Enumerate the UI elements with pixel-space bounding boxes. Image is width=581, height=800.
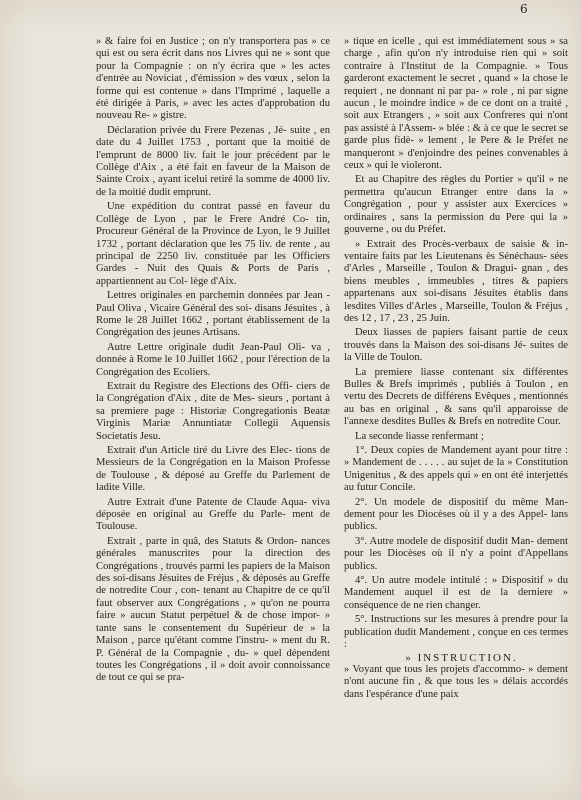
paragraph: Autre Extrait d'une Patente de Claude Aqua- viva déposée en original au Greffe du Parle- ment de Toulouse. (96, 496, 330, 533)
paragraph: La seconde liasse renfermant ; (355, 430, 484, 442)
paragraph: Une expédition du contrat passé en faveur du Collège de Lyon , par le Frere André Co- tin, Procureur Général de la Province de Lyon, le 9 Juillet 1732 , portant déclaration que les 75 liv. de rente , au principal de 2250 liv. constituée par les Officiers Gardes - Nuit des Quais & Ports de Paris , appartiennent au Col- lège d'Aix. (96, 201, 330, 287)
page-number: 6 (520, 2, 528, 16)
paragraph: » tique en icelle , qui est immédiatement sous » sa charge , afin qu'on n'y introduise rien qui » soit contraire à l'Institut de la Compagnie. » Tous garderont exactement le secret , quand » la chose le requiert , ne donnant ni par pa- » role , ni par signe aucun , le moindre indice » de ce dont on a traité , soit aux Etrangers , » soit aux Confreres qui n'ont pas assisté à l'Assem- » blée : & à ce que le secret se garde plus fidè- » lement , le Pere & le Préfet ne manqueront » d'enjoindre des peines convenables à ceux » qui le violeront. (344, 36, 568, 172)
paragraph: 5°. Instructions sur les mesures à prendre pour la publication dudit Mandement , conçue en ces termes : (344, 614, 568, 651)
paragraph: Et au Chapitre des règles du Portier » qu'il » ne permettra qu'aucun Etranger entre dans la » Congrégation , pour y assister aux Exercices » ordinaires , sans la permission du Pere qui la » gouverne , ou du Préfet. (344, 174, 568, 236)
paragraph: Lettres originales en parchemin données par Jean - Paul Oliva , Vicaire Général des soi- disans Jésuites , à Rome le 28 Juillet 1662 , portant établissement de la Congrégation des jeunes Artisans. (96, 290, 330, 339)
right-column (344, 36, 568, 701)
paragraph: Extrait du Registre des Elections des Offi- ciers de la Congrégation d'Aix , dite de Mes- sieurs , portant à sa premiere page : Historiæ Congregationis Beatæ Virginis Mariæ Annuntiatæ Collegii Aquensis Societatis Jesu. (96, 380, 330, 442)
paragraph: 3°. Autre modele de dispositif dudit Man- dement pour les Diocèses où il n'y a point d'Appellans publics. (344, 535, 568, 572)
paragraph: Extrait d'un Article tiré du Livre des Elec- tions de Messieurs de la Congrégation en la Maison Professe de Toulouse , & déposé au Greffe du Parlement de ladite Ville. (96, 445, 330, 494)
left-column (96, 36, 330, 685)
paragraph: Autre Lettre originale dudit Jean-Paul Oli- va , donnée à Rome le 10 Juillet 1662 , pour l'érection de la Congrégation des Ecoliers. (96, 341, 330, 378)
paragraph: 4°. Un autre modele intitulé : » Dispositif » du Mandement auquel il est de la derniere » conséquence de ne rien changer. (344, 575, 568, 611)
paragraph: La premiere liasse contenant six différentes Bulles & Brefs imprimés , publiés à Toulon , en vertu des Decrets de différens Evêques , mentionnés au bas en original , & sans qu'il apparoisse de l'annexe desdites Bulles & Brefs en notredite Cour. (344, 366, 568, 428)
paragraph: » & faire foi en Justice ; on n'y transportera pas » ce qui est ou sera écrit dans nos Livres qui ne » sont que pour la Compagnie : on n'y écrira que » les actes d'entrée au Noviciat , d'émission » des vœux , selon la forme qui est contenue » dans l'Imprimé , laquelle a été dirigée à Paris, » avec les actes d'approbation du nouveau Re- » gistre. (96, 36, 330, 122)
paragraph: 2°. Un modele de dispositif du même Man- dement pour les Diocèses où il y a des Appel- lans publics. (344, 496, 568, 533)
paragraph: Deux liasses de papiers faisant partie de ceux trouvés dans la Maison des soi-disans Jé- suites de la Ville de Toulon. (344, 327, 568, 364)
paragraph: » Extrait des Procès-verbaux de saisie & in- ventaire faits par les Lieutenans ès Sénéchaus- sées d'Arles , Marseille , Toulon & Dragui- gnan , des biens meubles , immeubles , titres & papiers appartenans aux soi-disans Jésuites établis dans lesdites Villes d'Arles , Marseille, Toulon & Fréjus , des 12 , 17 , 23 , 25 Juin. (344, 238, 568, 324)
paragraph: 1°. Deux copies de Mandement ayant pour titre : » Mandement de . . . . . au sujet de la » Constitution Unigenitus , & des appels qui » en ont été interjettés au futur Concile. (344, 445, 568, 494)
paragraph: Déclaration privée du Frere Pezenas , Jé- suite , en date du 4 Juillet 1753 , portant que la moitié de l'emprunt de 8000 liv. fait le jour précédent par le Collège d'Aix , a été fait en faveur de la Maison de Sainte Croix , ayant icelui retiré la somme de 4000 liv. de la moitié dudit emprunt. (96, 124, 330, 198)
paragraph: » Voyant que tous les projets d'accommo- » dement n'ont aucune fin , & que tous les » délais accordés dans l'espérance d'une paix (344, 663, 568, 700)
section-heading: » INSTRUCTION. (405, 651, 518, 664)
paragraph: Extrait , parte in quâ, des Statuts & Ordon- nances générales manuscrites pour la direction des Congrégations , trouvés parmi les papiers de la Maison des soi-disans Jésuites de Fréjus , & déposés au Greffe de notredite Cour , con- tenant au Chapitre de ce qu'il faut observer aux Congrégations , » qu'on ne pourra faire » aucun Statut perpétuel & de chose impor- » tante sans le consentement du Supérieur de » la Maison , parce qu'étant comme l'instru- » ment du R. P. Général de la Compagnie , du- » quel dépendent toutes les Congrégations , il » doit avoir connoissance de tout ce qui se pra- (96, 535, 330, 684)
